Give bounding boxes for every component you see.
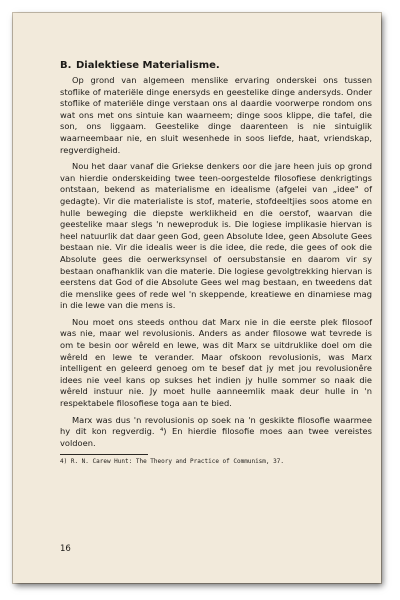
paragraph-2: Nou het daar vanaf die Griekse denkers oor die jare heen juis op grond van hierdie onderskeiding twee teen-oorgestelde filosofiese denkrigtings ontstaan, bekend as materialisme en idealisme (afgelei van „idee" of gedagte). Vir die materialiste is stof, materie, stofdeeltjies soos atome en hulle beweging die diepste werklikheid en die oerstof, waarvan die geestelike maar slegs 'n neweproduk is. Die logiese implikasie hiervan is heel natuurlik dat daar geen God, geen Absolute Idee, geen Absolute Gees bestaan nie. Vir die idealis weer is die idee, die rede, die gees of ook die Absolute gees die oerwerksynsel of oersubstansie en daarom vir sy bestaan onafhanklik van die materie. Die logiese gevolgtrekking hiervan is eerstens dat God of die Absolute Gees wel mag bestaan, en tweedens dat die menslike gees of rede wel 'n skeppende, kreatiewe en dinamiese mag in die lewe van die mens is. bbox=[60, 161, 372, 311]
page-body bbox=[60, 59, 372, 466]
paragraph-3: Nou moet ons steeds onthou dat Marx nie in die eerste plek filosoof was nie, maar wel revolusionis. Anders as ander filosowe wat tevrede is om te besin oor wêreld en lewe, was dit Marx se uitdruklike doel om die wêreld en lewe te verander. Maar ofskoon revolusionis, was Marx intelligent en geleerd genoeg om te besef dat jy met jou revolusionêre idees nie veel kans op sukses het indien jy hulle sommer so naak die wêreld instuur nie. Jy moet hulle aanneemlik maak deur hulle in 'n respektabele filosofiese toga aan te bied. bbox=[60, 316, 372, 409]
footnote-divider bbox=[60, 454, 148, 455]
paragraph-4: Marx was dus 'n revolusionis op soek na 'n geskikte filosofie waarmee hy dit kon regverdig. ⁴) En hierdie filosofie moes aan twee vereistes voldoen. bbox=[60, 414, 372, 448]
footnote: 4) R. N. Carew Hunt: The Theory and Practice of Communism, 37. bbox=[60, 458, 284, 466]
section-title: Dialektiese Materialisme. bbox=[76, 60, 220, 71]
paragraph-1: Op grond van algemeen menslike ervaring onderskei ons tussen stoflike of materiële dinge enersyds en geestelike dinge andersyds. Onder stoflike of materiële dinge verstaan ons al daardie voorwerpe rondom ons wat ons met ons sintuie kan waarneem; dinge soos klippe, die tafel, die son, ons liggaam. Geestelike dinge daarenteen is nie sintuiglik waarneembaar nie, en sluit wesenhede in soos liefde, haat, vriendskap, regverdigheid. bbox=[60, 75, 372, 155]
section-heading bbox=[60, 59, 372, 72]
page-number: 16 bbox=[60, 544, 71, 554]
section-letter: B. bbox=[60, 60, 72, 71]
book-page bbox=[13, 13, 381, 583]
